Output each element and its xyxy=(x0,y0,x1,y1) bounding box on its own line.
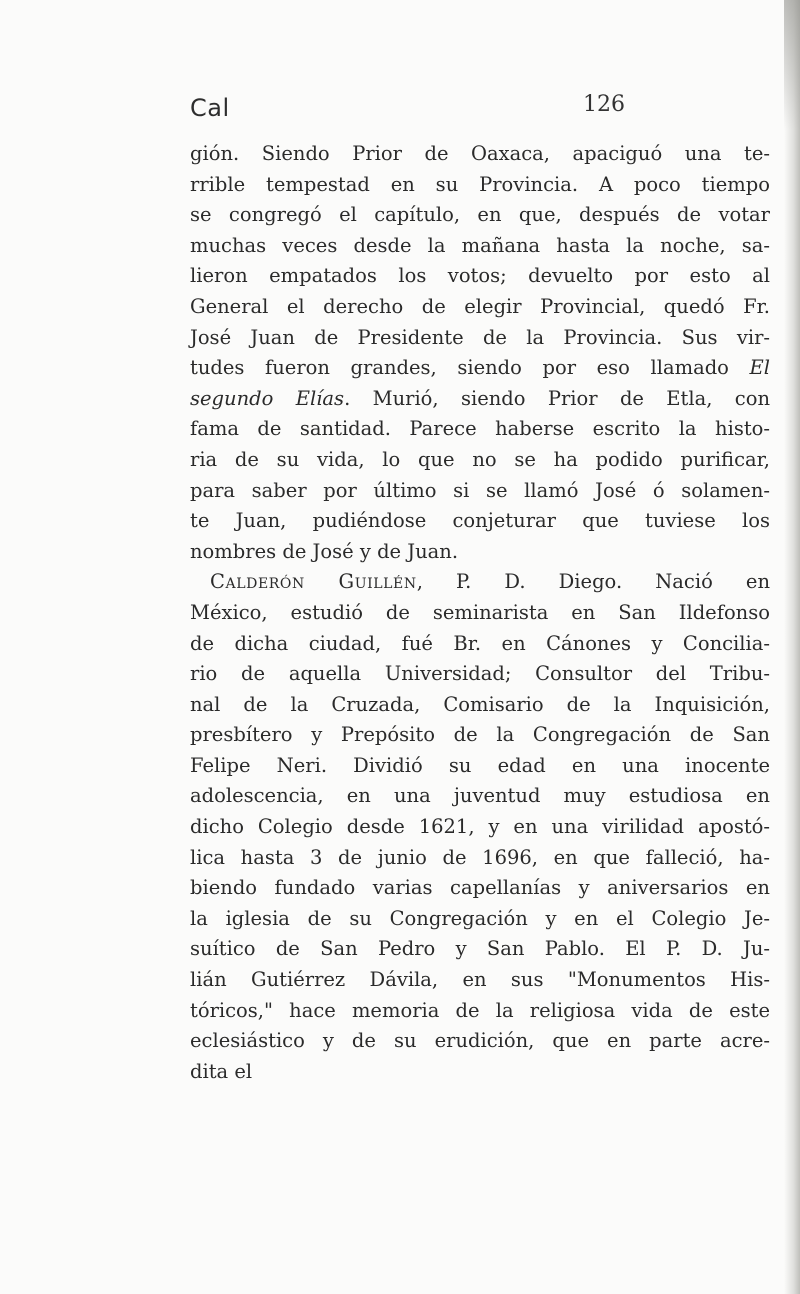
text-line: te Juan, pudiéndose conjeturar que tuviese los xyxy=(190,509,770,533)
text-line xyxy=(190,384,770,415)
running-head-title: Cal xyxy=(190,94,230,122)
text-line: tóricos," hace memoria de la religiosa vida de este xyxy=(190,998,770,1022)
text-line: se congregó el capítulo, en que, después de votar xyxy=(190,203,770,227)
text-line: lián Gutiérrez Dávila, en sus "Monumentos His- xyxy=(190,968,770,992)
text-run: . Murió, siendo Prior de Etla, con xyxy=(344,386,770,410)
entry-name: Calderón Guillén xyxy=(210,570,417,594)
text-line: ria de su vida, lo que no se ha podido purificar, xyxy=(190,447,770,471)
text-run: , P. D. Diego. Nació en xyxy=(416,570,771,594)
text-line: gión. Siendo Prior de Oaxaca, apaciguó una te- xyxy=(190,142,770,165)
page-edge-shadow xyxy=(784,0,800,1294)
text-line: rio de aquella Universidad; Consultor del Tribu- xyxy=(190,662,770,686)
text-line: fama de santidad. Parece haberse escrito la histo- xyxy=(190,417,770,441)
entry-heading-line xyxy=(190,567,770,598)
text-line: suítico de San Pedro y San Pablo. El P. D. Ju- xyxy=(190,937,770,961)
italic-title: segundo Elías xyxy=(190,386,345,410)
text-line: General el derecho de elegir Provincial, quedó Fr. xyxy=(190,294,770,318)
text-line: eclesiástico y de su erudición, que en parte acre- xyxy=(190,1029,770,1053)
body-text xyxy=(190,139,770,1087)
text-line: dicho Colegio desde 1621, y en una virilidad apostó- xyxy=(190,815,770,839)
text-line: muchas veces desde la mañana hasta la noche, sa- xyxy=(190,233,770,257)
text-line: nombres de José y de Juan. xyxy=(190,539,459,563)
text-line: rrible tempestad en su Provincia. A poco tiempo xyxy=(190,172,770,196)
text-line: lica hasta 3 de junio de 1696, en que falleció, ha- xyxy=(190,845,770,869)
text-line: dita el xyxy=(190,1059,253,1083)
text-run: tudes fueron grandes, siendo por eso llamado xyxy=(190,356,750,380)
text-line: México, estudió de seminarista en San Ildefonso xyxy=(190,600,770,624)
text-line: Felipe Neri. Dividió su edad en una inocente xyxy=(190,753,770,777)
text-line: lieron empatados los votos; devuelto por esto al xyxy=(190,264,770,288)
text-line: de dicha ciudad, fué Br. en Cánones y Concilia- xyxy=(190,631,770,655)
text-line: José Juan de Presidente de la Provincia. Sus vir- xyxy=(190,325,770,349)
text-line: adolescencia, en una juventud muy estudiosa en xyxy=(190,784,770,808)
text-line: biendo fundado varias capellanías y aniversarios en xyxy=(190,876,770,900)
text-line: la iglesia de su Congregación y en el Colegio Je- xyxy=(190,906,770,930)
text-line: presbítero y Prepósito de la Congregación de San xyxy=(190,723,770,747)
text-line: para saber por último si se llamó José ó solamen- xyxy=(190,478,770,502)
italic-title: El xyxy=(749,356,770,380)
running-head xyxy=(0,0,800,140)
page-number: 126 xyxy=(583,92,625,117)
text-line: nal de la Cruzada, Comisario de la Inquisición, xyxy=(190,692,770,716)
text-line xyxy=(190,353,770,384)
